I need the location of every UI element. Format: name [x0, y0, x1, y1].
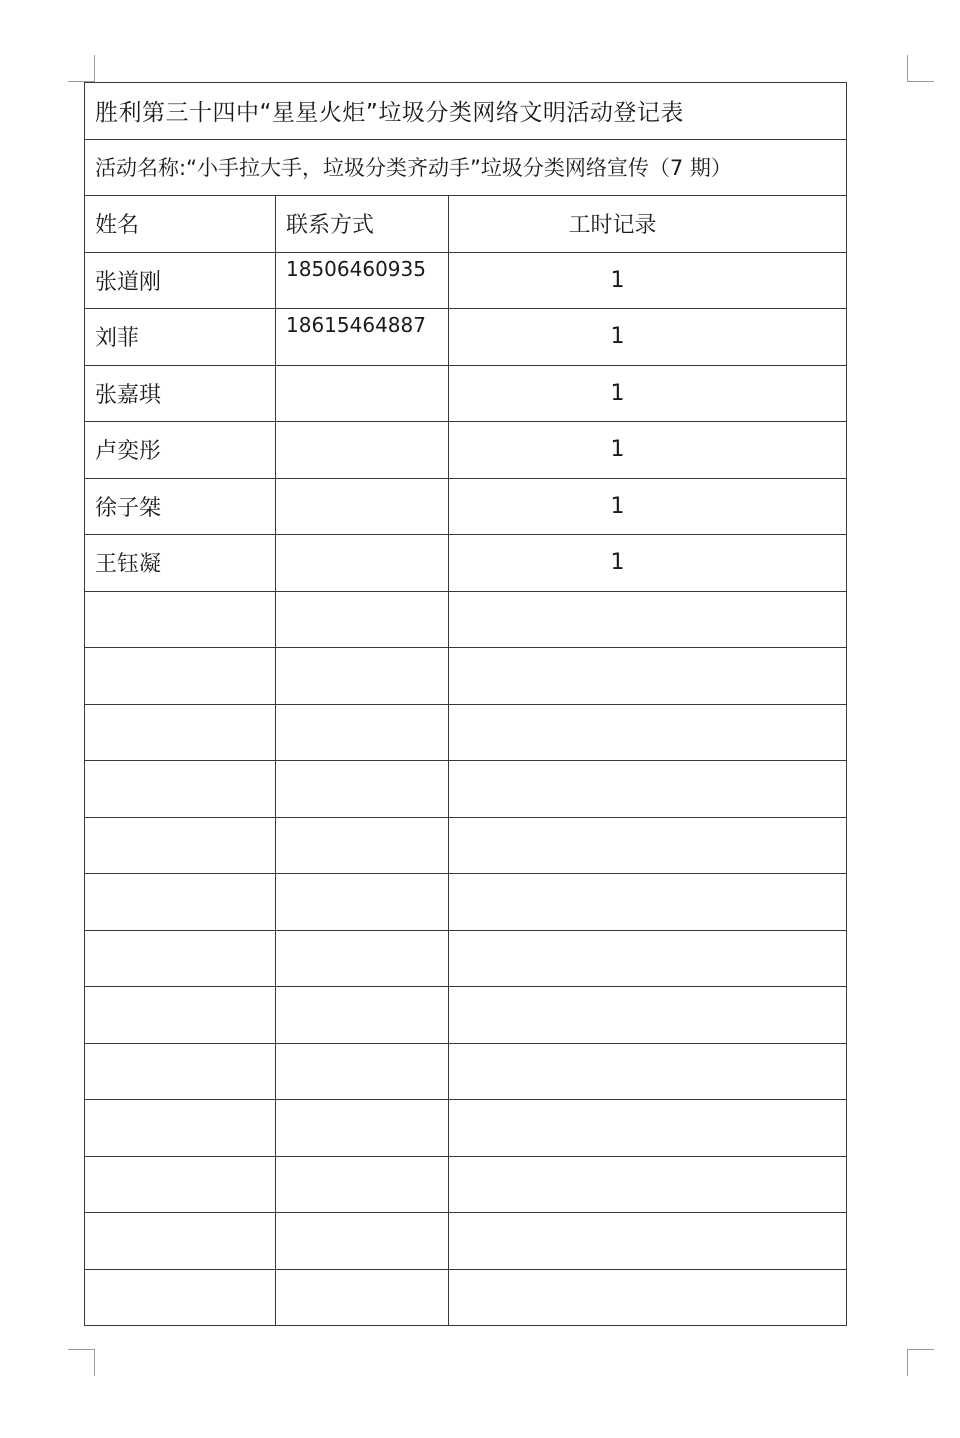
contact-cell: [276, 987, 449, 1044]
name-cell: 张嘉琪: [85, 365, 276, 422]
hours-cell: 1: [449, 252, 847, 309]
name-cell: [85, 648, 276, 705]
activity-name: “小手拉大手，垃圾分类齐动手”垃圾分类网络宣传（7 期）: [186, 156, 732, 181]
contact-cell: 18615464887: [276, 309, 449, 366]
hours-cell: [449, 930, 847, 987]
table-row: [85, 365, 847, 422]
name-cell: [85, 874, 276, 931]
name-cell: 张道刚: [85, 252, 276, 309]
table-row: [85, 648, 847, 705]
crop-mark-bottom-right: [907, 1349, 934, 1376]
hours-cell: [449, 1269, 847, 1326]
hours-cell: [449, 648, 847, 705]
name-cell: [85, 704, 276, 761]
table-row: [85, 422, 847, 479]
hours-cell: 1: [449, 478, 847, 535]
table-row: [85, 1213, 847, 1270]
table-row: [85, 1100, 847, 1157]
name-cell: [85, 591, 276, 648]
header-contact: 联系方式: [276, 196, 449, 253]
hours-cell: [449, 1043, 847, 1100]
hours-cell: 1: [449, 365, 847, 422]
table-row: [85, 930, 847, 987]
hours-cell: [449, 1100, 847, 1157]
contact-cell: [276, 761, 449, 818]
name-cell: 卢奕彤: [85, 422, 276, 479]
table-row: [85, 591, 847, 648]
name-cell: [85, 1100, 276, 1157]
name-cell: 王钰凝: [85, 535, 276, 592]
contact-cell: [276, 1213, 449, 1270]
hours-cell: [449, 591, 847, 648]
hours-cell: 1: [449, 422, 847, 479]
name-cell: [85, 930, 276, 987]
hours-cell: [449, 987, 847, 1044]
name-cell: [85, 761, 276, 818]
table-row: [85, 478, 847, 535]
table-row: [85, 1156, 847, 1213]
name-cell: [85, 1213, 276, 1270]
name-cell: [85, 987, 276, 1044]
hours-cell: 1: [449, 535, 847, 592]
table-row: [85, 309, 847, 366]
table-row: [85, 704, 847, 761]
document-title: 胜利第三十四中“星星火炬”垃圾分类网络文明活动登记表: [85, 83, 847, 140]
contact-cell: 18506460935: [276, 252, 449, 309]
contact-cell: [276, 648, 449, 705]
table-row: [85, 761, 847, 818]
registration-table: [84, 82, 847, 1326]
name-cell: [85, 1269, 276, 1326]
contact-cell: [276, 535, 449, 592]
contact-cell: [276, 930, 449, 987]
contact-cell: [276, 1043, 449, 1100]
table-row: [85, 987, 847, 1044]
contact-cell: [276, 874, 449, 931]
header-hours: 工时记录: [449, 196, 847, 253]
contact-cell: [276, 704, 449, 761]
hours-cell: [449, 874, 847, 931]
hours-cell: [449, 1213, 847, 1270]
activity-label: 活动名称:: [95, 156, 187, 181]
header-name: 姓名: [85, 196, 276, 253]
table-row: [85, 535, 847, 592]
contact-cell: [276, 591, 449, 648]
contact-cell: [276, 422, 449, 479]
contact-cell: [276, 1269, 449, 1326]
contact-cell: [276, 1100, 449, 1157]
hours-cell: [449, 704, 847, 761]
table-row: [85, 874, 847, 931]
hours-cell: [449, 1156, 847, 1213]
crop-mark-top-left: [68, 55, 95, 82]
table-row: [85, 1269, 847, 1326]
crop-mark-top-right: [907, 55, 934, 82]
table-row: [85, 817, 847, 874]
contact-cell: [276, 478, 449, 535]
hours-cell: [449, 761, 847, 818]
name-cell: 徐子桀: [85, 478, 276, 535]
activity-row: [85, 139, 847, 196]
contact-cell: [276, 365, 449, 422]
contact-cell: [276, 817, 449, 874]
hours-cell: [449, 817, 847, 874]
activity-cell: [85, 139, 847, 196]
title-row: [85, 83, 847, 140]
name-cell: [85, 1043, 276, 1100]
name-cell: [85, 817, 276, 874]
hours-cell: 1: [449, 309, 847, 366]
name-cell: 刘菲: [85, 309, 276, 366]
contact-cell: [276, 1156, 449, 1213]
header-row: [85, 196, 847, 253]
name-cell: [85, 1156, 276, 1213]
crop-mark-bottom-left: [68, 1349, 95, 1376]
table-row: [85, 252, 847, 309]
table-row: [85, 1043, 847, 1100]
